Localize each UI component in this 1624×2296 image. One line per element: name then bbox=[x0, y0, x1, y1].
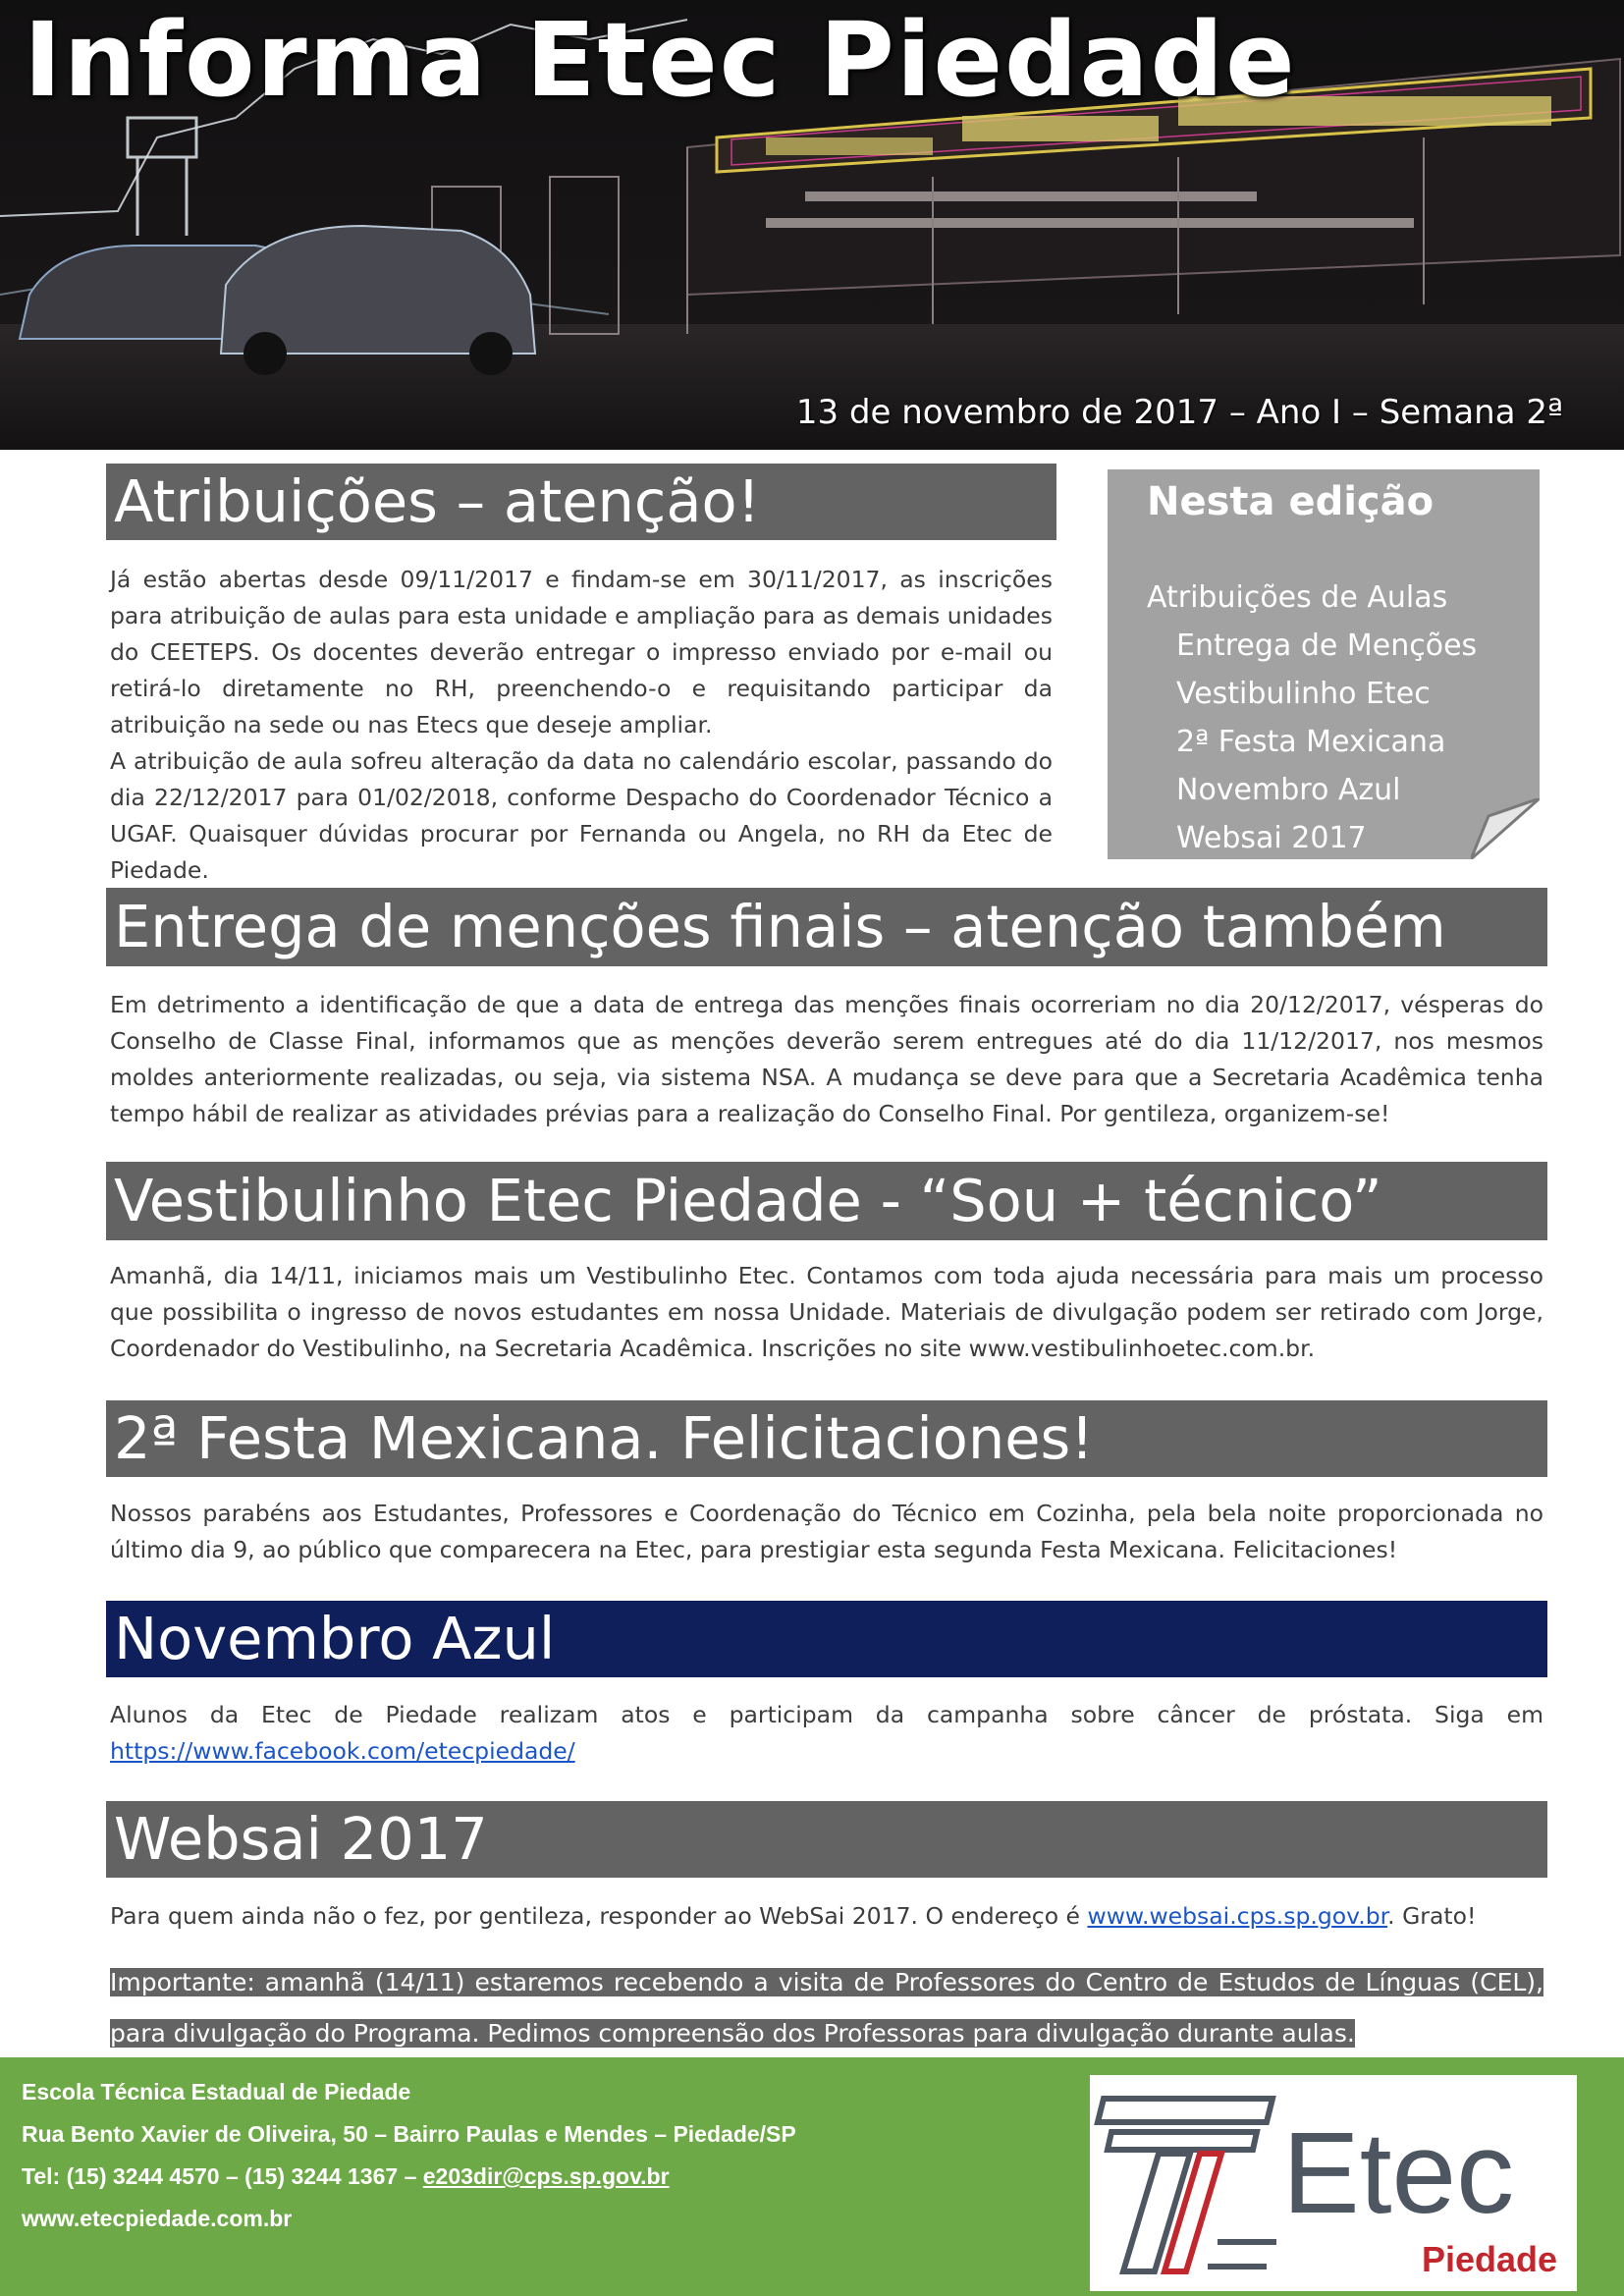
logo-subtitle: Piedade bbox=[1422, 2239, 1558, 2279]
websai-text-before: Para quem ainda não o fez, por gentileza, responder ao WebSai 2017. O endereço é bbox=[110, 1902, 1088, 1930]
sidebar-list bbox=[1147, 574, 1477, 862]
heading-novembro-azul: Novembro Azul bbox=[106, 1601, 1547, 1677]
footer-phone: Tel: (15) 3244 4570 – (15) 3244 1367 – bbox=[22, 2163, 423, 2189]
important-note bbox=[110, 1957, 1543, 2059]
footer-contact bbox=[22, 2071, 796, 2240]
sidebar-item: Entrega de Menções bbox=[1176, 629, 1478, 663]
paragraph-novembro-azul: Alunos da Etec de Piedade realizam atos e participam da campanha sobre câncer de próstata. Siga em bbox=[110, 1701, 1543, 1728]
masthead bbox=[0, 0, 1624, 450]
sidebar-item: Atribuições de Aulas bbox=[1147, 580, 1448, 615]
logo-word: Etec bbox=[1282, 2108, 1515, 2238]
text-atribuicoes bbox=[110, 562, 1053, 889]
etec-logo bbox=[1090, 2075, 1577, 2291]
footer-address: Rua Bento Xavier de Oliveira, 50 – Bairro Paulas e Mendes – Piedade/SP bbox=[22, 2121, 796, 2147]
websai-link[interactable]: www.websai.cps.sp.gov.br bbox=[1087, 1902, 1388, 1930]
sidebar-item: Vestibulinho Etec bbox=[1176, 677, 1431, 711]
text-vestibulinho: Amanhã, dia 14/11, iniciamos mais um Vestibulinho Etec. Contamos com toda ajuda necessária para mais um processo que possibilita o ingresso de novos estudantes em nossa Unidade. Materiais de divulgação podem ser retirado com Jorge, Coordenador do Vestibulinho, na Secretaria Acadêmica. Inscrições no site www.vestibulinhoetec.com.br. bbox=[110, 1262, 1543, 1362]
text-mencoes: Em detrimento a identificação de que a data de entrega das menções finais ocorreriam no dia 20/12/2017, vésperas do Conselho de Classe Final, informamos que as menções deverão serem entregues até do dia 11/12/2017, nos mesmos moldes anteriormente realizadas, ou seja, via sistema NSA. A mudança se deve para que a Secretaria Acadêmica tenha tempo hábil de realizar as atividades prévias para a realização do Conselho Final. Por gentileza, organizem-se! bbox=[110, 991, 1543, 1127]
footer-email-link[interactable]: e203dir@cps.sp.gov.br bbox=[422, 2163, 670, 2189]
text-festa-mexicana: Nossos parabéns aos Estudantes, Professores e Coordenação do Técnico em Cozinha, pela bela noite proporcionada no último dia 9, ao público que comparecera na Etec, para prestigiar esta segunda Festa Mexicana. Felicitaciones! bbox=[110, 1500, 1543, 1563]
heading-vestibulinho: Vestibulinho Etec Piedade - “Sou + técnico” bbox=[106, 1162, 1547, 1240]
sidebar-item: Novembro Azul bbox=[1176, 773, 1401, 807]
sidebar-title: Nesta edição bbox=[1147, 479, 1435, 524]
important-note-text: Importante: amanhã (14/11) estaremos recebendo a visita de Professores do Centro de Estudos de Línguas (CEL), para divulgação do Programa. Pedimos compreensão dos Professoras para divulgação durante aulas. bbox=[110, 1968, 1543, 2048]
in-this-edition-box bbox=[1108, 469, 1540, 859]
etec-t-icon bbox=[1098, 2099, 1276, 2271]
heading-websai: Websai 2017 bbox=[106, 1801, 1547, 1878]
sidebar-item: 2ª Festa Mexicana bbox=[1176, 725, 1446, 759]
paragraph-atribuicoes-1: Já estão abertas desde 09/11/2017 e findam-se em 30/11/2017, as inscrições para atribuição de aulas para esta unidade e ampliação para as demais unidades do CEETEPS. Os docentes deverão entregar o impresso enviado por e-mail ou retirá-lo diretamente no RH, preenchendo-o e requisitando participar da atribuição na sede ou nas Etecs que deseje ampliar. bbox=[110, 566, 1053, 738]
sidebar-item: Websai 2017 bbox=[1176, 821, 1367, 855]
heading-mencoes: Entrega de menções finais – atenção também bbox=[106, 888, 1547, 966]
text-novembro-azul bbox=[110, 1697, 1543, 1770]
paragraph-atribuicoes-2: A atribuição de aula sofreu alteração da data no calendário escolar, passando do dia 22/12/2017 para 01/02/2018, conforme Despacho do Coordenador Técnico a UGAF. Quaisquer dúvidas procurar por Fernanda ou Angela, no RH da Etec de Piedade. bbox=[110, 747, 1053, 884]
footer bbox=[0, 2057, 1624, 2296]
issue-date-line: 13 de novembro de 2017 – Ano I – Semana 2ª bbox=[795, 393, 1563, 432]
page-curl-corner bbox=[1471, 798, 1540, 859]
text-websai bbox=[110, 1898, 1543, 1935]
heading-atribuicoes: Atribuições – atenção! bbox=[106, 464, 1056, 540]
websai-text-after: . Grato! bbox=[1387, 1902, 1477, 1930]
footer-school-name: Escola Técnica Estadual de Piedade bbox=[22, 2079, 411, 2105]
footer-phone-line bbox=[22, 2156, 796, 2198]
footer-website[interactable]: www.etecpiedade.com.br bbox=[22, 2206, 293, 2231]
heading-festa-mexicana: 2ª Festa Mexicana. Felicitaciones! bbox=[106, 1400, 1547, 1477]
etec-logo-graphic bbox=[1090, 2075, 1577, 2291]
facebook-link[interactable]: https://www.facebook.com/etecpiedade/ bbox=[110, 1737, 575, 1765]
newsletter-title: Informa Etec Piedade bbox=[24, 0, 1297, 120]
